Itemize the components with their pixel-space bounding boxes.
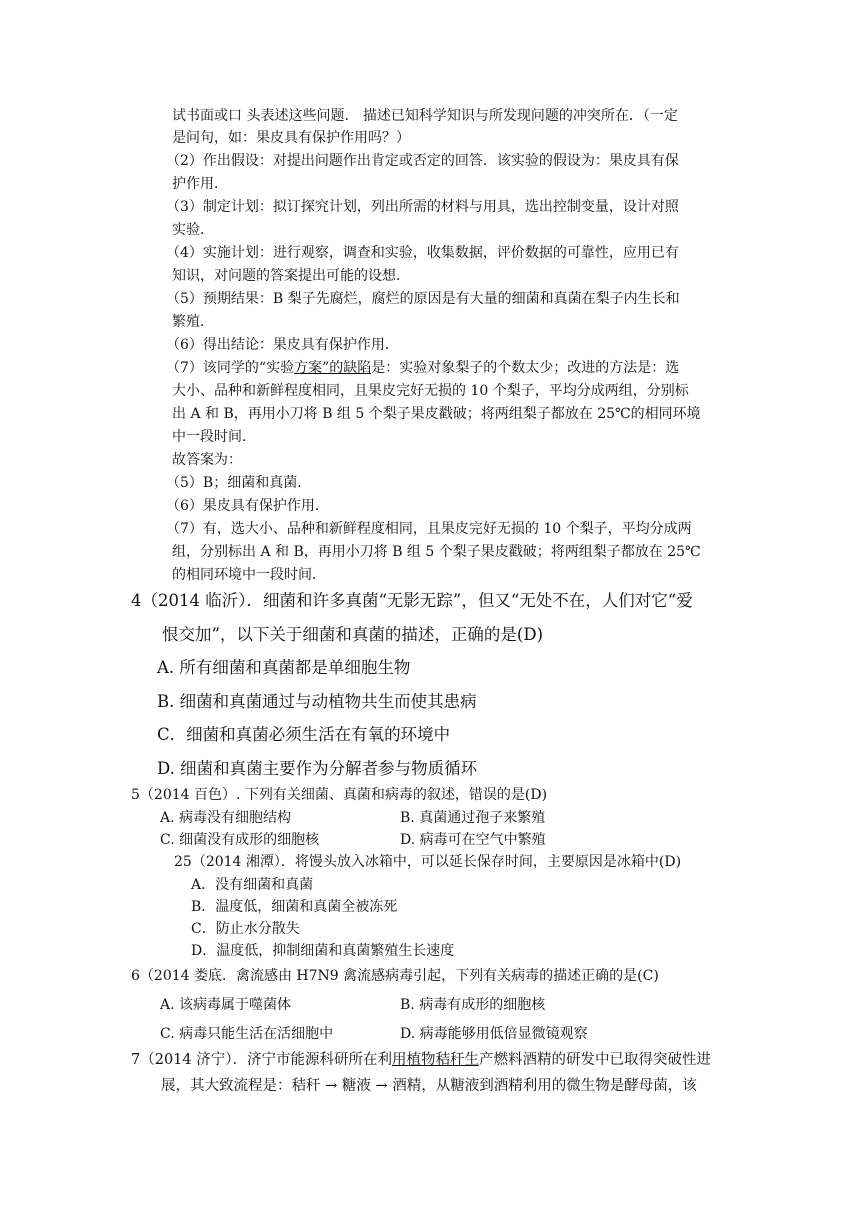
- question-stem: 恨交加”，以下关于细菌和真菌的描述，正确的是(D): [162, 625, 544, 644]
- analysis-line: （3）制定计划：拟订探究计划，列出所需的材料与用具，选出控制变量，设计对照: [166, 199, 679, 215]
- stem-text: 产燃料酒精的研发中已取得突破性进: [479, 1052, 711, 1068]
- answer-line: （7）有，选大小、品种和新鲜程度相同，且果皮完好无损的 10 个梨子，平均分成两: [166, 521, 692, 537]
- question-stem: 6（2014 娄底．禽流感由 H7N9 禽流感病毒引起，下列有关病毒的描述正确的是(C): [131, 968, 659, 984]
- question-stem: 4（2014 临沂）．细菌和许多真菌“无影无踪”，但又“无处不在，人们对它“爱: [131, 591, 693, 610]
- option-a: A. 该病毒属于噬菌体: [160, 997, 292, 1013]
- option-d: D．温度低，抑制细菌和真菌繁殖生长速度: [191, 943, 455, 959]
- option-d: D. 病毒能够用低倍显微镜观察: [400, 1026, 588, 1042]
- option-b: B. 真菌通过孢子来繁殖: [400, 810, 546, 826]
- option-a: A. 病毒没有细胞结构: [160, 810, 292, 826]
- analysis-text: （7）该同学的“实验: [166, 360, 295, 376]
- analysis-line: 繁殖．: [172, 314, 214, 330]
- analysis-line: 知识，对问题的答案提出可能的设想．: [172, 268, 410, 284]
- analysis-line: （2）作出假设：对提出问题作出肯定或否定的回答．该实验的假设为：果皮具有保: [166, 153, 679, 169]
- analysis-line: （6）得出结论：果皮具有保护作用．: [166, 337, 399, 353]
- answer-title: 故答案为：: [172, 452, 242, 468]
- option-a: A．没有细菌和真菌: [191, 877, 314, 893]
- analysis-line: （5）预期结果：B 梨子先腐烂，腐烂的原因是有大量的细菌和真菌在梨子内生长和: [166, 291, 680, 307]
- analysis-line: 是问句，如：果皮具有保护作用吗？）: [172, 130, 410, 146]
- question-stem: 展，其大致流程是：秸秆 → 糖液 → 酒精，从糖液到酒精利用的微生物是酵母菌，该: [161, 1078, 697, 1094]
- underlined-text: 方案”的缺陷: [294, 360, 372, 376]
- analysis-line: 护作用．: [172, 176, 228, 192]
- option-b: B. 细菌和真菌通过与动植物共生而使其患病: [157, 692, 477, 711]
- question-stem: [131, 1049, 711, 1071]
- option-d: D. 病毒可在空气中繁殖: [400, 832, 546, 848]
- answer-line: （5）B；细菌和真菌．: [166, 475, 312, 491]
- option-c: C．防止水分散失: [191, 921, 300, 937]
- analysis-line: [166, 358, 679, 378]
- option-c: C. 病毒只能生活在活细胞中: [160, 1026, 334, 1042]
- question-stem: 25（2014 湘潭）．将馒头放入冰箱中，可以延长保存时间，主要原因是冰箱中(D): [174, 854, 682, 870]
- option-c: C. 细菌没有成形的细胞核: [160, 832, 320, 848]
- analysis-line: 实验．: [172, 222, 214, 238]
- analysis-text: 是：实验对象梨子的个数太少；改进的方法是：选: [371, 360, 680, 376]
- analysis-line: （4）实施计划：进行观察，调查和实验，收集数据，评价数据的可靠性，应用已有: [166, 245, 679, 261]
- analysis-line: 中一段时间．: [172, 429, 256, 445]
- analysis-line: 出 A 和 B，再用小刀将 B 组 5 个梨子果皮戳破；将两组梨子都放在 25℃的相同环境: [172, 406, 701, 422]
- underlined-text: 用植物秸秆生: [392, 1052, 479, 1068]
- question-stem: 5（2014 百色）. 下列有关细菌、真菌和病毒的叙述，错误的是(D): [131, 787, 548, 803]
- analysis-line: 大小、品种和新鲜程度相同，且果皮完好无损的 10 个梨子，平均分成两组，分别标: [172, 383, 689, 399]
- option-b: B. 病毒有成形的细胞核: [400, 997, 546, 1013]
- answer-line: 组，分别标出 A 和 B，再用小刀将 B 组 5 个梨子果皮戳破；将两组梨子都放在 25℃: [172, 544, 701, 560]
- option-b: B．温度低，细菌和真菌全被冻死: [191, 899, 398, 915]
- stem-text: 7（2014 济宁）．济宁市能源科研所在利: [131, 1052, 392, 1068]
- option-c: C．细菌和真菌必须生活在有氧的环境中: [157, 725, 451, 744]
- analysis-line: 试书面或口 头表述这些问题． 描述已知科学知识与所发现问题的冲突所在．（一定: [172, 108, 678, 124]
- option-a: A. 所有细菌和真菌都是单细胞生物: [157, 658, 411, 677]
- answer-line: 的相同环境中一段时间．: [172, 567, 326, 583]
- answer-line: （6）果皮具有保护作用．: [166, 498, 329, 514]
- option-d: D. 细菌和真菌主要作为分解者参与物质循环: [157, 759, 478, 778]
